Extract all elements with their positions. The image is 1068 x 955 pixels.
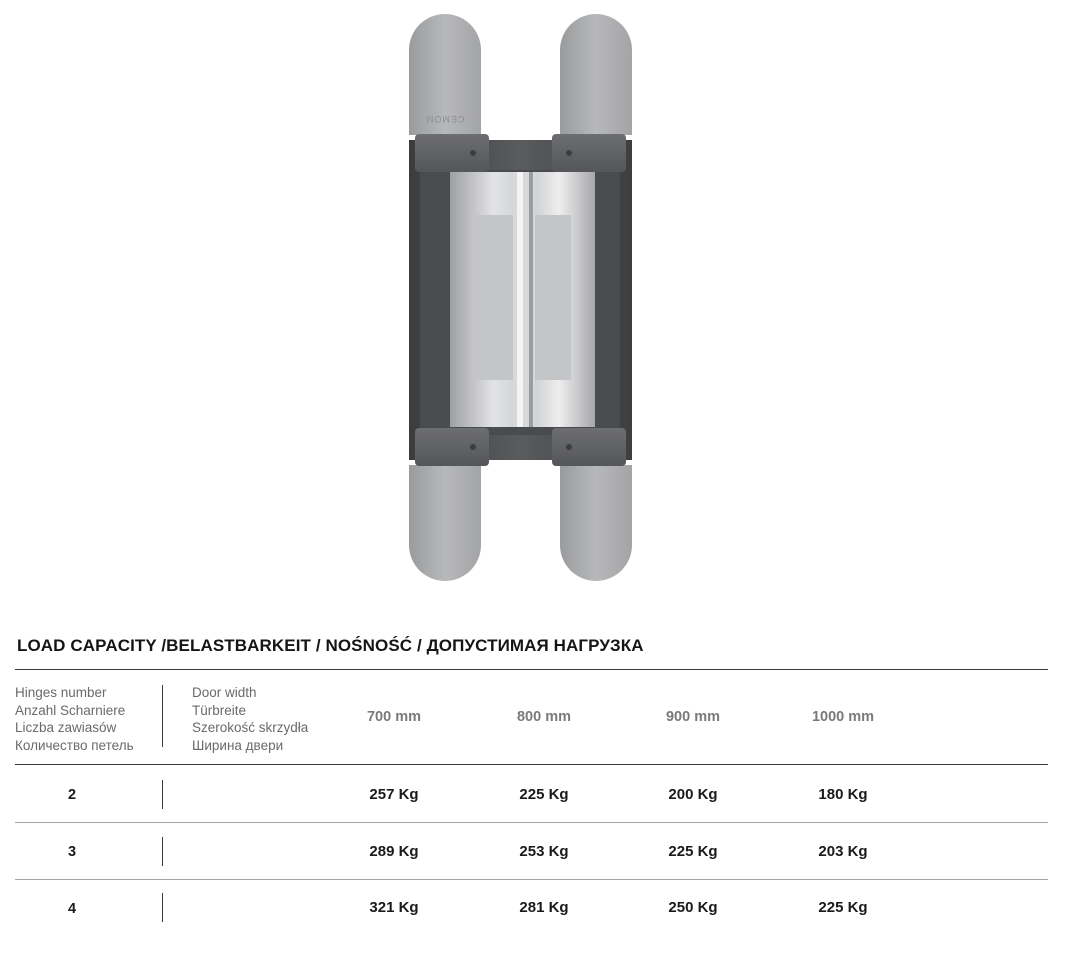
table-cell: 257 Kg [369, 786, 419, 803]
row-rule [15, 879, 1048, 880]
section-title: LOAD CAPACITY /BELASTBARKEIT / NOŚNOŚĆ / ДОПУСТИМАЯ НАГРУЗКА [17, 636, 644, 655]
row-rule [15, 822, 1048, 823]
title-rule [15, 669, 1048, 670]
hinges-header-pl: Liczba zawiasów [15, 720, 117, 736]
column-header-900: 900 mm [665, 709, 720, 725]
hinges-header-de: Anzahl Scharniere [15, 702, 126, 718]
column-header-700: 700 mm [366, 709, 421, 725]
door-width-header [192, 684, 308, 754]
column-header-1000: 1000 mm [811, 709, 875, 725]
header-bottom-rule [15, 764, 1048, 765]
table-cell: 289 Kg [369, 843, 419, 860]
table-cell: 321 Kg [369, 899, 419, 916]
brand-mark: CEMOM [425, 114, 465, 124]
table-cell: 200 Kg [668, 786, 718, 803]
table-cell: 225 Kg [668, 843, 718, 860]
table-cell: 281 Kg [519, 899, 569, 916]
table-row-hinges: 2 [67, 787, 77, 803]
table-cell: 203 Kg [818, 843, 868, 860]
table-row-hinges: 4 [67, 901, 77, 917]
table-cell: 253 Kg [519, 843, 569, 860]
row-separator [162, 780, 163, 809]
hinges-number-header [15, 684, 134, 754]
door-header-pl: Szerokość skrzydła [192, 720, 309, 736]
door-header-en: Door width [192, 685, 257, 700]
row-separator [162, 837, 163, 866]
hinge-product-image [395, 10, 645, 590]
hinges-header-en: Hinges number [15, 685, 107, 700]
table-cell: 180 Kg [818, 786, 868, 803]
door-header-ru: Ширина двери [192, 737, 284, 753]
table-cell: 225 Kg [818, 899, 868, 916]
concealed-hinge-illustration [395, 10, 645, 590]
table-cell: 225 Kg [519, 786, 569, 803]
table-cell: 250 Kg [668, 899, 718, 916]
door-header-de: Türbreite [192, 702, 247, 718]
header-separator [162, 685, 163, 747]
column-header-800: 800 mm [516, 709, 571, 725]
hinges-header-ru: Количество петель [15, 737, 134, 753]
row-separator [162, 893, 163, 922]
table-row-hinges: 3 [67, 844, 77, 860]
